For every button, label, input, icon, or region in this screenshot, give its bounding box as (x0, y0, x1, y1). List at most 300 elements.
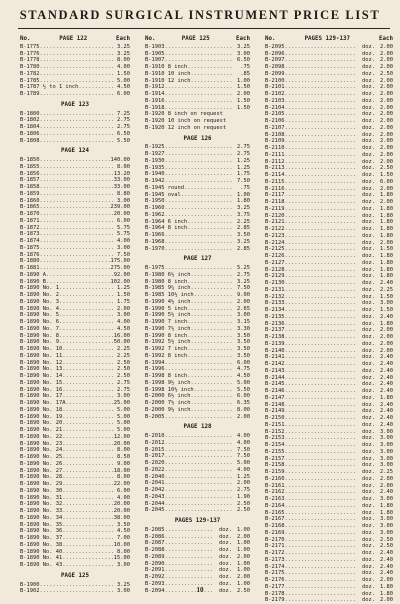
price-row (265, 435, 393, 442)
price-row (145, 487, 250, 494)
item-price: 4.00 (117, 64, 130, 70)
dot-leader (190, 407, 233, 414)
item-number: B-2115 (265, 178, 285, 185)
dot-leader (284, 543, 355, 550)
item-price: 2.40 (380, 415, 393, 421)
item-price: 1.00 (237, 526, 250, 533)
item-number: B-1857 (20, 177, 40, 184)
item-number: B-2160 (265, 475, 285, 482)
item-unit: doz. (362, 523, 375, 529)
item-unit: doz. (362, 455, 375, 462)
price-row (265, 206, 393, 213)
dot-leader (187, 333, 233, 340)
item-price: 2.00 (380, 50, 393, 57)
price-row (145, 453, 250, 460)
page-title: STANDARD SURGICAL INSTRUMENT PRICE LIST (19, 8, 381, 22)
item-price: 5.75 (117, 231, 130, 238)
item-number: B-1872 (20, 224, 40, 231)
item-number: B-1890 No. 27 (20, 467, 63, 474)
item-number: B-1874 (20, 238, 40, 244)
price-row (265, 375, 393, 382)
dot-leader (284, 314, 355, 321)
price-row (20, 265, 130, 272)
price-row (20, 191, 130, 198)
item-number: B-2125 (265, 246, 285, 253)
item-unit: doz. (362, 199, 375, 205)
price-row (265, 543, 393, 550)
dot-leader (164, 527, 212, 534)
dot-leader (284, 78, 355, 85)
dot-leader (284, 496, 355, 503)
item-price: 2.25 (380, 286, 393, 293)
price-row (265, 388, 393, 395)
item-price: 3.00 (380, 529, 393, 536)
item-price: 7.25 (117, 110, 130, 117)
item-number: B-1890 No. 16 (20, 386, 63, 393)
item-number: B-2111 (265, 151, 285, 158)
item-unit: doz. (362, 583, 375, 590)
item-number: B-1910 8 inch (145, 64, 188, 70)
price-row (145, 346, 250, 353)
item-number: B-2010 (145, 433, 165, 439)
item-unit: doz. (362, 84, 375, 91)
dot-leader (284, 138, 355, 145)
price-row (20, 420, 130, 427)
dot-leader (62, 481, 113, 488)
item-number: B-1890 No. 11 (20, 352, 63, 359)
item-price: 3.50 (117, 521, 130, 528)
item-price: 3.00 (117, 588, 130, 595)
dot-leader (284, 152, 355, 159)
price-row (145, 373, 250, 380)
item-price: 4.50 (117, 325, 130, 332)
item-price: 5.50 (117, 137, 130, 144)
item-number: B-2124 (265, 239, 285, 246)
item-price: 2.00 (237, 91, 250, 97)
item-price: 2.00 (380, 77, 393, 84)
column-c (265, 36, 393, 604)
price-row (20, 481, 130, 488)
item-price: 4.00 (237, 433, 250, 439)
item-unit: doz. (219, 580, 232, 587)
item-number: B-1927 (145, 151, 165, 157)
item-unit: doz. (362, 97, 375, 104)
price-row (20, 238, 130, 245)
price-row (265, 395, 393, 402)
item-number: B-1804 (20, 124, 40, 130)
dot-leader (284, 483, 355, 490)
item-price: 3.00 (117, 393, 130, 400)
price-row (20, 447, 130, 454)
dot-leader (62, 366, 113, 373)
dot-leader (62, 447, 113, 454)
item-number: B-2120 (265, 212, 285, 219)
price-row (265, 57, 393, 64)
item-price: 1.75 (237, 171, 250, 178)
dot-leader (284, 179, 355, 186)
item-price: 5.00 (237, 379, 250, 386)
price-row (265, 233, 393, 240)
dot-leader (164, 540, 212, 547)
item-price: 3.25 (237, 238, 250, 245)
item-price: 6.50 (117, 130, 130, 137)
item-price: 2.40 (380, 570, 393, 577)
dot-leader (39, 157, 110, 164)
item-number: B-1930 (145, 157, 165, 164)
price-row (145, 501, 250, 508)
price-row (145, 366, 250, 373)
dot-leader (164, 360, 233, 367)
item-price: 1.80 (380, 394, 393, 401)
item-price: 8.00 (117, 474, 130, 481)
price-row (20, 252, 130, 259)
item-price: 2.50 (117, 359, 130, 366)
price-row (145, 78, 250, 85)
item-number: B-2116 (265, 185, 285, 192)
item-price: 3.00 (380, 496, 393, 502)
item-number: B-2134 (265, 307, 285, 313)
price-row (20, 495, 130, 502)
price-row (265, 226, 393, 233)
price-row (20, 117, 130, 124)
item-number: B-2145 (265, 381, 285, 388)
item-number: B-2153 (265, 435, 285, 442)
item-unit: doz. (219, 547, 232, 553)
dot-leader (164, 547, 212, 554)
price-row (145, 299, 250, 306)
item-price: 4.50 (117, 84, 130, 91)
price-row (145, 312, 250, 319)
item-price: 1.80 (380, 583, 393, 590)
dot-leader (284, 199, 355, 206)
price-row (265, 159, 393, 166)
item-price: 2.00 (380, 57, 393, 64)
dot-leader (62, 360, 113, 367)
item-number: B-1890 No. 2 (20, 292, 59, 298)
item-number: B-1990 8 inch (145, 332, 188, 339)
dot-leader (39, 57, 113, 64)
item-price: 3.00 (380, 448, 393, 455)
item-number: B-2090 (145, 560, 165, 567)
price-row (145, 474, 250, 481)
price-row (265, 78, 393, 85)
column-header-no: No. (265, 36, 276, 42)
dot-leader (62, 461, 113, 468)
item-price: 2.85 (237, 245, 250, 252)
price-row (145, 534, 250, 541)
dot-leader (284, 449, 355, 456)
item-number: B-1920 10 inch on request (145, 118, 227, 124)
item-number: B-1890 No. 33 (20, 508, 63, 514)
item-price: 1.90 (237, 493, 250, 500)
item-price: 5.00 (117, 77, 130, 84)
price-row (265, 98, 393, 105)
dot-leader (284, 375, 355, 382)
price-row (145, 64, 250, 71)
dot-leader (190, 380, 233, 387)
item-number: B-1925 (145, 144, 165, 151)
item-price: 1.80 (380, 212, 393, 219)
item-number: B-2133 (265, 300, 285, 307)
dot-leader (62, 488, 113, 495)
item-price: 12.00 (113, 433, 130, 440)
item-number: B-1775 (20, 43, 40, 50)
item-price: 2.40 (380, 354, 393, 361)
price-row (20, 51, 130, 58)
item-price: 3.00 (117, 244, 130, 251)
item-number: B-1890 No. 25 (20, 454, 63, 460)
dot-leader (190, 312, 233, 319)
item-number: B-2085 (145, 526, 165, 533)
item-unit: doz. (362, 563, 375, 570)
item-number: B-1776 (20, 50, 40, 57)
item-number: B-1996 (145, 366, 165, 373)
item-price: 5.25 (237, 265, 250, 271)
dot-leader (164, 84, 233, 91)
item-price: 4.50 (117, 528, 130, 535)
item-unit: doz. (362, 556, 375, 563)
section-heading: PAGE 128 (183, 424, 212, 431)
item-unit: doz. (362, 590, 375, 597)
dot-leader (190, 272, 233, 279)
item-unit: doz. (362, 172, 375, 178)
item-number: B-1890 No. 13 (20, 366, 63, 373)
price-row (20, 366, 130, 373)
price-row (145, 171, 250, 178)
item-price: 1.75 (117, 298, 130, 305)
item-number: B-2159 (265, 469, 285, 475)
price-row (265, 341, 393, 348)
item-number: B-1964 6 inch (145, 218, 188, 225)
dot-leader (62, 535, 113, 542)
dot-leader (164, 212, 233, 219)
dot-leader (284, 219, 355, 226)
item-price: 3.00 (237, 312, 250, 319)
dot-leader (46, 272, 113, 279)
item-number: B-2100 (265, 77, 285, 84)
item-price: 3.00 (380, 300, 393, 307)
item-number: B-2005 (145, 413, 165, 420)
dot-leader (164, 151, 233, 158)
item-number: B-1902 (20, 588, 40, 595)
item-number: B-2086 (145, 533, 165, 540)
item-unit: doz. (362, 327, 375, 334)
price-row (265, 462, 393, 469)
item-unit: doz. (362, 165, 375, 172)
item-price: 3.30 (237, 325, 250, 332)
item-number: B-1860 (20, 197, 40, 204)
dot-leader (164, 165, 233, 172)
item-price: 2.40 (380, 401, 393, 408)
price-row (20, 474, 130, 481)
price-row (145, 440, 250, 447)
column-header-page: PAGE 122 (59, 36, 88, 42)
item-number: B-1890 No. 9 (20, 339, 59, 346)
item-number: B-2172 (265, 550, 285, 556)
price-row (145, 144, 250, 151)
section-heading: PAGE 125 (61, 572, 89, 579)
price-row (20, 184, 130, 191)
item-number: B-1890 No. 37 (20, 535, 63, 541)
item-price: 5.00 (237, 460, 250, 466)
price-row (145, 118, 250, 125)
item-number: B-1890 No. 6 (20, 319, 59, 325)
item-price: 7.50 (237, 453, 250, 460)
price-row (145, 285, 250, 292)
item-unit: doz. (362, 118, 375, 124)
dot-leader (194, 292, 233, 299)
title-rule (18, 28, 390, 29)
item-number: B-1890 No. 19 (20, 413, 63, 420)
item-unit: doz. (362, 354, 375, 361)
item-price: 2.40 (380, 367, 393, 374)
dot-leader (284, 476, 355, 483)
dot-leader (62, 427, 113, 434)
item-price: 1.80 (380, 226, 393, 232)
dot-leader (164, 198, 233, 205)
price-row (145, 353, 250, 360)
item-number: B-2044 (145, 500, 165, 507)
item-number: B-2146 (265, 388, 285, 394)
section-heading: PAGE 126 (183, 135, 212, 142)
dot-leader (164, 574, 212, 581)
item-price: 8.00 (117, 57, 130, 64)
item-number: B-1870 (20, 211, 40, 217)
dot-leader (39, 225, 113, 232)
price-row (20, 549, 130, 556)
dot-leader (164, 447, 233, 454)
price-row (145, 272, 250, 279)
dot-leader (164, 178, 233, 185)
item-number: B-2106 (265, 118, 285, 124)
item-unit: doz. (362, 293, 375, 300)
item-unit: doz. (219, 567, 232, 574)
item-number: B-2087 (145, 540, 165, 547)
item-price: 4.00 (237, 439, 250, 446)
item-number: B-1998 8 inch (145, 373, 188, 379)
item-number: B-1890 No. 10 (20, 346, 63, 352)
price-row (265, 348, 393, 355)
price-row (20, 468, 130, 475)
dot-leader (284, 246, 355, 253)
price-row (145, 460, 250, 467)
item-price: 2.75 (117, 379, 130, 386)
dot-leader (284, 469, 355, 476)
item-unit: doz. (362, 516, 375, 523)
price-row (20, 393, 130, 400)
price-row (145, 574, 250, 581)
item-number: B-2131 (265, 286, 285, 293)
dot-leader (62, 542, 113, 549)
dot-leader (39, 252, 113, 259)
item-price: 1.80 (380, 590, 393, 597)
price-row (145, 84, 250, 91)
item-number: B-1890 No. 22 (20, 433, 63, 440)
item-number: B-2110 (265, 145, 285, 151)
item-price: 3.00 (117, 197, 130, 204)
item-number: B-2000 7½ inch (145, 400, 191, 406)
price-row (265, 503, 393, 510)
dot-leader (187, 373, 233, 380)
item-number: B-2169 (265, 529, 285, 536)
dot-leader (284, 402, 355, 409)
price-row (20, 312, 130, 319)
price-row (145, 387, 250, 394)
item-price: 1.50 (117, 292, 130, 298)
dot-leader (39, 231, 113, 238)
item-number: B-1992 5½ inch (145, 339, 191, 346)
item-number: B-2137 (265, 327, 285, 334)
item-unit: doz. (362, 77, 375, 84)
item-price: 38.00 (113, 514, 130, 521)
price-row (265, 429, 393, 436)
item-number: B-1998 10½ inch (145, 386, 194, 393)
price-row (145, 407, 250, 414)
section-heading: PAGE 124 (61, 148, 89, 155)
dot-leader (284, 71, 355, 78)
item-price: 2.00 (237, 413, 250, 420)
item-number: B-2000 6½ inch (145, 393, 191, 400)
item-number: B-1890 No. 5 (20, 312, 59, 319)
price-row (145, 105, 250, 112)
item-number: B-2151 (265, 421, 285, 428)
dot-leader (284, 564, 355, 571)
item-number: B-1890 A (20, 271, 46, 278)
price-row (20, 204, 130, 211)
dot-leader (62, 380, 113, 387)
dot-leader (284, 84, 355, 91)
item-price: 6.35 (237, 400, 250, 406)
item-number: B-1975 (145, 265, 165, 271)
item-price: 5.50 (237, 386, 250, 393)
item-number: B-1780 (20, 64, 40, 70)
item-price: 1.80 (380, 509, 393, 516)
price-row (265, 449, 393, 456)
dot-leader (284, 321, 355, 328)
dot-leader (164, 460, 233, 467)
price-row (20, 319, 130, 326)
dot-leader (284, 44, 355, 51)
item-number: B-2170 (265, 536, 285, 543)
item-unit: doz. (362, 131, 375, 138)
dot-leader (226, 125, 250, 132)
item-number: B-2152 (265, 428, 285, 435)
item-price: 1.80 (380, 232, 393, 239)
price-row (265, 530, 393, 537)
dot-leader (284, 267, 355, 274)
item-number: B-1890 No. 28 (20, 474, 63, 481)
item-number: B-1980 8 inch (145, 278, 188, 285)
price-row (20, 555, 130, 562)
dot-leader (284, 206, 355, 213)
item-unit: doz. (362, 50, 375, 57)
dot-leader (284, 145, 355, 152)
item-number: B-2094 (145, 587, 165, 594)
dot-leader (284, 51, 355, 58)
item-number: B-1912 (145, 84, 165, 91)
item-number: B-1858 (20, 184, 40, 190)
price-row (265, 246, 393, 253)
dot-leader (284, 456, 355, 463)
column-header-page: PAGES 129-137 (304, 36, 350, 42)
price-row (145, 306, 250, 313)
item-number: B-2140 (265, 347, 285, 354)
dot-leader (284, 111, 355, 118)
item-price: 8.00 (117, 447, 130, 454)
price-row (20, 427, 130, 434)
dot-leader (39, 191, 113, 198)
price-row (265, 51, 393, 58)
